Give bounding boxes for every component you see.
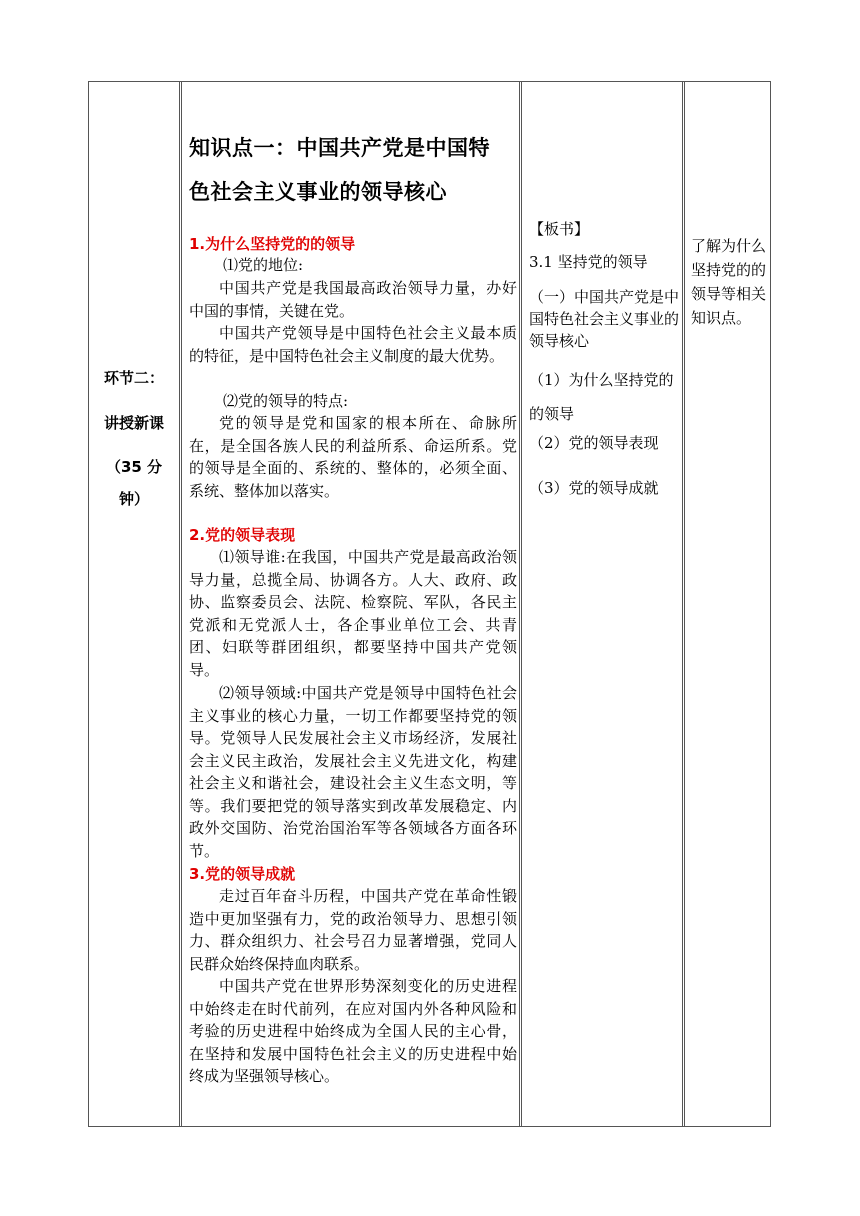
lesson-table (88, 81, 771, 1127)
board-point-1: （1）为什么坚持党的的领导 (529, 371, 674, 423)
column-divider (519, 82, 520, 1126)
paragraph: 党的领导是党和国家的根本所在、命脉所在，是全国各族人民的利益所系、命运所系。党的领导是全面的、系统的、整体的，必须全面、系统、整体加以落实。 (189, 414, 517, 500)
paragraph: ⑵领导领域:中国共产党是领导中国特色社会主义事业的核心力量，一切工作都要坚持党的领导。党领导人民发展社会主义市场经济，发展社会主义民主政治，发展社会主义先进文化，构建社会主义和谐社会，建设社会主义生态文明，等等。我们要把党的领导落实到改革发展稳定、内政外交国防、治党治国治军等各领域各方面各环节。 (189, 684, 517, 860)
paragraph: 走过百年奋斗历程，中国共产党在革命性锻造中更加坚强有力，党的政治领导力、思想引领力、群众组织力、社会号召力显著增强，党同人民群众始终保持血肉联系。 (189, 887, 517, 973)
stage-duration: （35 分 (105, 458, 163, 476)
board-label: 【板书】 (529, 220, 590, 238)
column-divider (521, 82, 522, 1126)
column-divider (684, 82, 685, 1126)
title-line-2: 色社会主义事业的领导核心 (189, 180, 447, 204)
paragraph: 中国共产党在世界形势深刻变化的历史进程中始终走在时代前列，在应对国内外各种风险和考验的历史进程中始终成为全国人民的主心骨，在坚持和发展中国特色社会主义的历史进程中始终成为坚强领导核心。 (189, 977, 517, 1085)
stage-name: 讲授新课 (103, 414, 164, 432)
title-line-1: 知识点一：中国共产党是中国特 (189, 136, 490, 160)
paragraph: ⑴领导谁:在我国，中国共产党是最高政治领导力量，总揽全局、协调各方。人大、政府、政协、监察委员会、法院、检察院、军队，各民主党派和无党派人士，各企事业单位工会、共青团、妇联等群团组织，都要坚持中国共产党领导。 (189, 548, 517, 679)
knowledge-point-title (189, 126, 519, 214)
board-point-2: （2）党的领导表现 (529, 434, 659, 452)
paragraph: ⑴党的地位: (223, 256, 304, 274)
section-heading-1: 1.为什么坚持党的的领导 (189, 235, 356, 253)
board-column (529, 82, 679, 1126)
board-chapter: 3.1 坚持党的领导 (529, 253, 648, 271)
paragraph: 中国共产党领导是中国特色社会主义最本质的特征，是中国特色社会主义制度的最大优势。 (189, 324, 517, 365)
paragraph: ⑵党的领导的特点: (223, 392, 349, 410)
board-point-3: （3）党的领导成就 (529, 479, 659, 497)
paragraph: 中国共产党是我国最高政治领导力量，办好中国的事情，关键在党。 (189, 279, 517, 320)
section-heading-3: 3.党的领导成就 (189, 865, 296, 883)
intent-column (691, 82, 769, 1126)
content-column (189, 82, 519, 1126)
intent-text: 了解为什么坚持党的的领导等相关知识点。 (691, 237, 767, 327)
column-divider (682, 82, 683, 1126)
column-divider (181, 82, 182, 1126)
column-divider (179, 82, 180, 1126)
board-section: （一）中国共产党是中国特色社会主义事业的领导核心 (529, 288, 680, 350)
section-heading-2: 2.党的领导表现 (189, 526, 296, 544)
stage-duration-unit: 钟） (118, 490, 149, 508)
stage-column (89, 82, 179, 1126)
stage-label: 环节二： (103, 369, 164, 387)
